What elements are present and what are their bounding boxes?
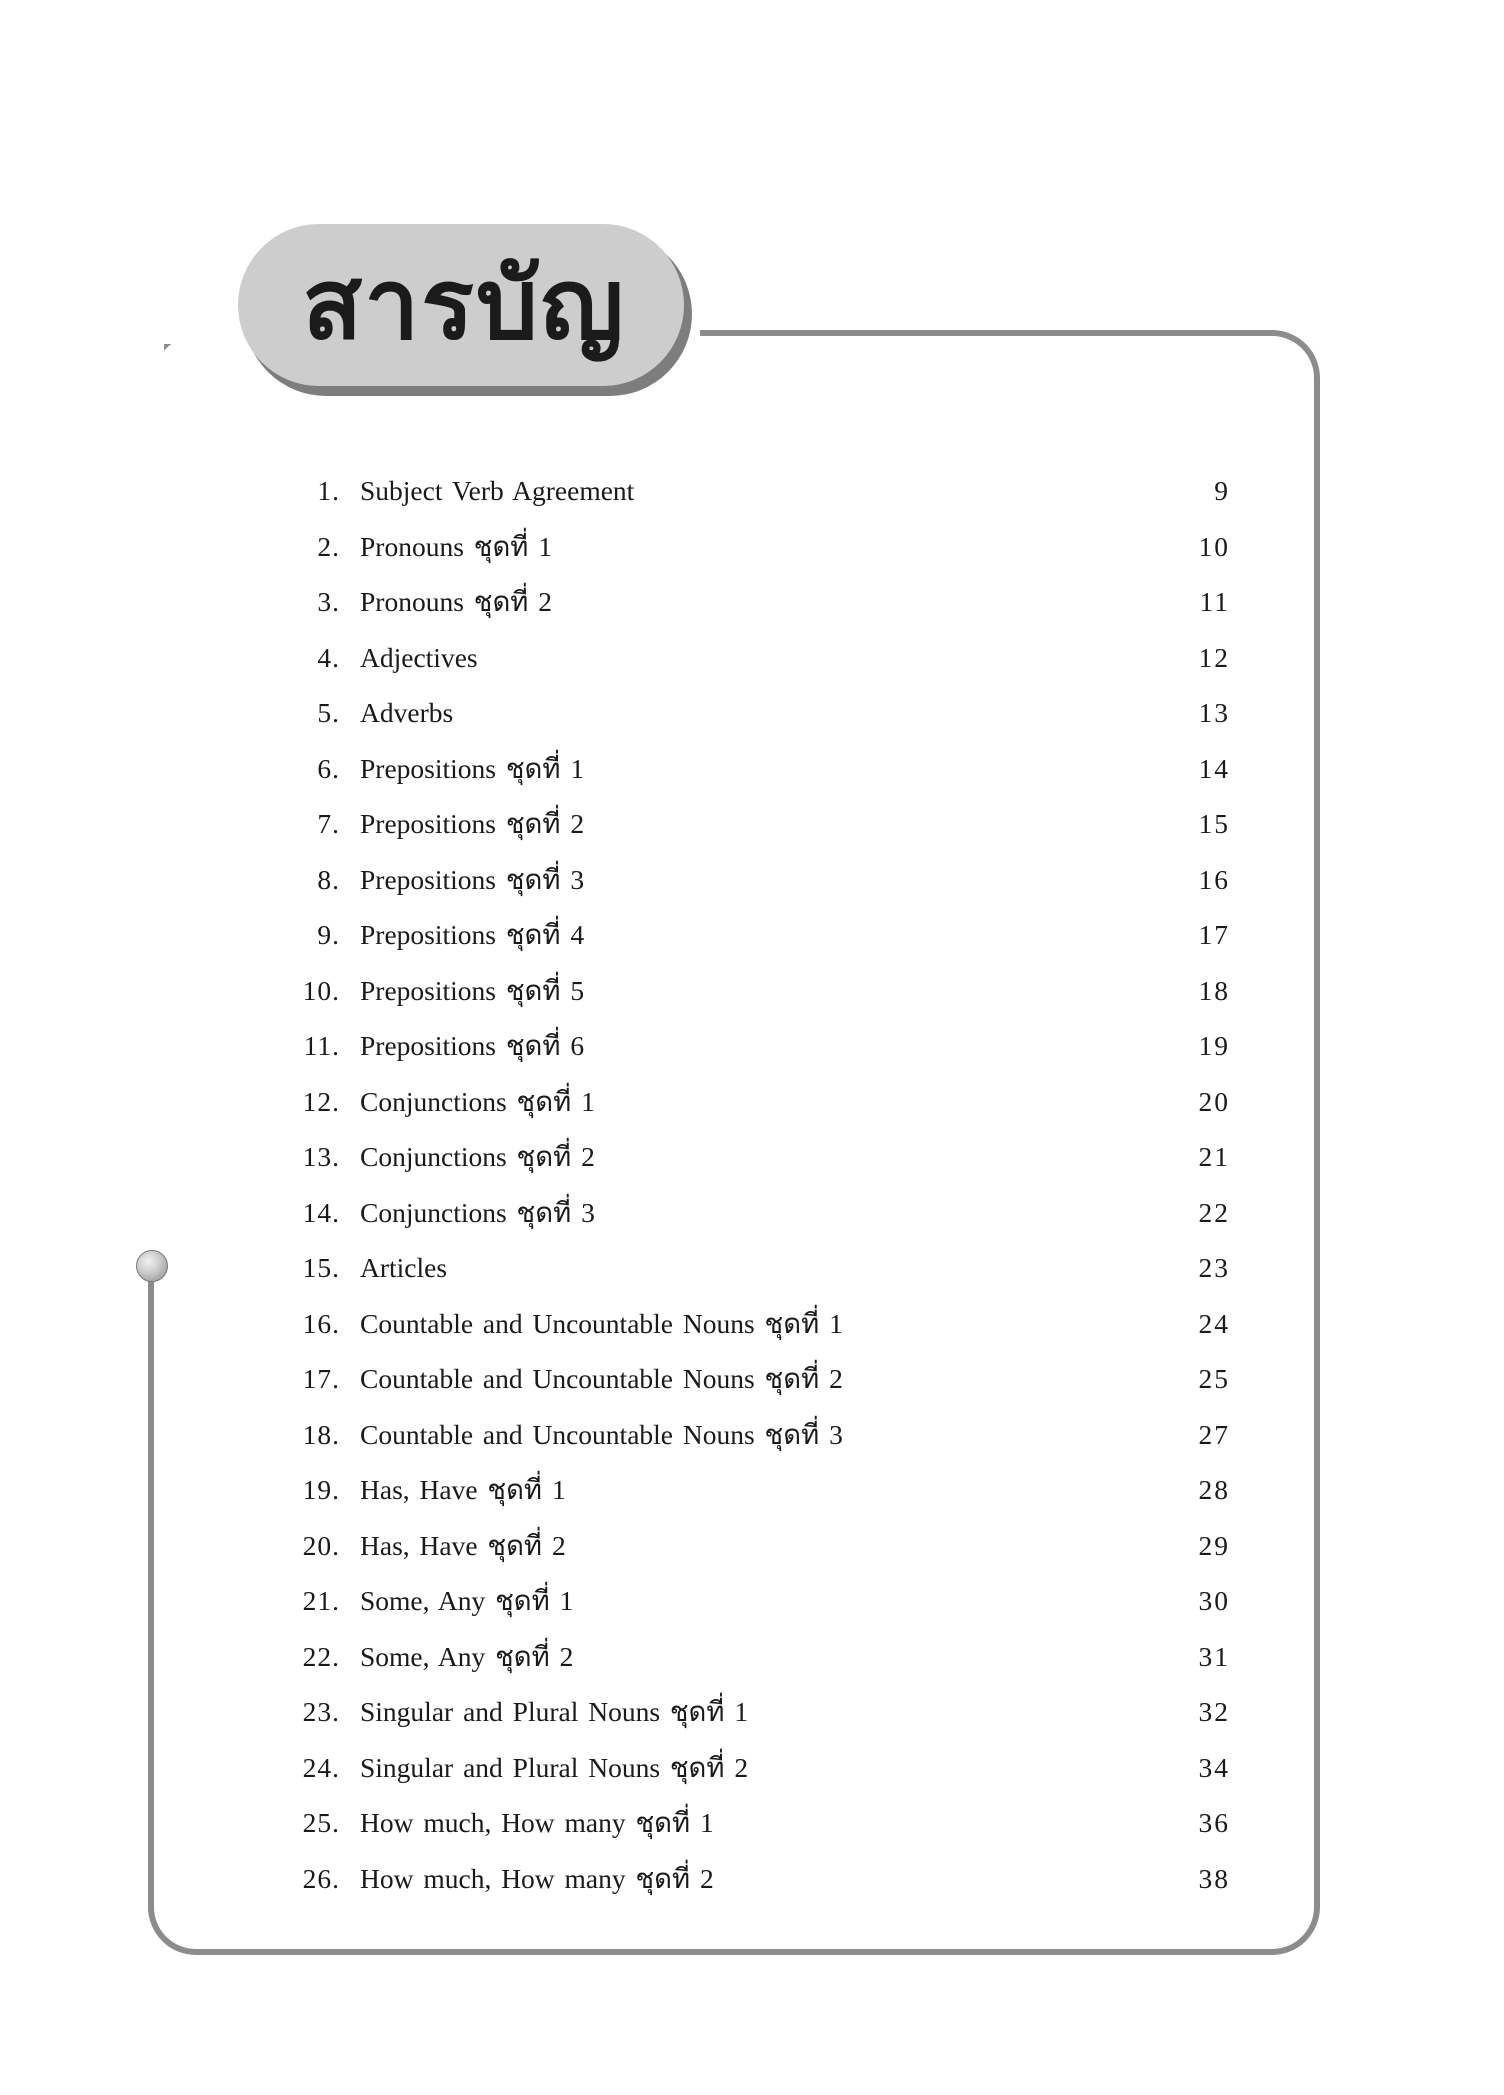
toc-item-title: Conjunctions ชุดที่ 1 xyxy=(360,1085,595,1117)
toc-item-title: Prepositions ชุดที่ 2 xyxy=(360,808,585,839)
toc-item-title: Pronouns ชุดที่ 2 xyxy=(360,586,553,617)
toc-item[interactable] xyxy=(280,519,1230,575)
toc-item-number: 24. xyxy=(302,1751,340,1783)
toc-item-page: 32 xyxy=(1198,1696,1230,1727)
toc-item-page: 34 xyxy=(1198,1751,1230,1783)
toc-item-number: 7. xyxy=(317,808,340,839)
toc-item[interactable] xyxy=(280,574,1230,630)
toc-item-title: Subject Verb Agreement xyxy=(360,475,635,506)
toc-item-title: Prepositions ชุดที่ 6 xyxy=(360,1030,585,1061)
toc-item-page: 13 xyxy=(1198,697,1230,728)
toc-item-page: 15 xyxy=(1198,808,1230,839)
toc-item-page: 12 xyxy=(1198,641,1230,673)
toc-item-title: Conjunctions ชุดที่ 3 xyxy=(360,1196,595,1228)
toc-item[interactable] xyxy=(280,907,1230,963)
toc-item-page: 14 xyxy=(1198,752,1230,784)
toc-item-page: 27 xyxy=(1198,1418,1230,1450)
frame-gap-left xyxy=(140,320,164,1260)
toc-item-page: 22 xyxy=(1198,1196,1230,1228)
toc-item-page: 9 xyxy=(1214,475,1230,506)
toc-item-number: 18. xyxy=(302,1418,340,1450)
toc-item[interactable] xyxy=(280,1351,1230,1407)
toc-item-number: 10. xyxy=(302,974,340,1006)
toc-item-number: 2. xyxy=(317,530,340,562)
toc-item-number: 16. xyxy=(302,1307,340,1339)
toc-item[interactable] xyxy=(280,685,1230,741)
toc-item-page: 16 xyxy=(1198,863,1230,895)
toc-item-page: 21 xyxy=(1198,1141,1230,1172)
toc-item[interactable] xyxy=(280,1018,1230,1074)
toc-item[interactable] xyxy=(280,630,1230,686)
toc-item[interactable] xyxy=(280,1462,1230,1518)
toc-item-page: 20 xyxy=(1198,1085,1230,1117)
toc-item-page: 25 xyxy=(1198,1363,1230,1394)
toc-item[interactable] xyxy=(280,1185,1230,1241)
toc-item-number: 13. xyxy=(302,1141,340,1172)
toc-item[interactable] xyxy=(280,1240,1230,1296)
toc-item-title: Has, Have ชุดที่ 2 xyxy=(360,1529,566,1561)
toc-item-page: 23 xyxy=(1198,1252,1230,1283)
toc-item-number: 8. xyxy=(317,863,340,895)
toc-item-page: 24 xyxy=(1198,1307,1230,1339)
toc-item-title: How much, How many ชุดที่ 1 xyxy=(360,1807,714,1838)
toc-item-title: Articles xyxy=(360,1252,448,1283)
toc-item-number: 6. xyxy=(317,752,340,784)
toc-item-page: 11 xyxy=(1199,586,1230,617)
toc-item[interactable] xyxy=(280,1296,1230,1352)
toc-item-number: 17. xyxy=(302,1363,340,1394)
toc-item-page: 10 xyxy=(1198,530,1230,562)
toc-list xyxy=(280,463,1230,1906)
toc-item-number: 19. xyxy=(302,1474,340,1505)
toc-item-page: 17 xyxy=(1198,919,1230,950)
toc-item-title: Countable and Uncountable Nouns ชุดที่ 2 xyxy=(360,1363,843,1394)
toc-item-number: 5. xyxy=(317,697,340,728)
toc-item-number: 21. xyxy=(302,1585,340,1616)
toc-item-number: 14. xyxy=(302,1196,340,1228)
toc-item-number: 9. xyxy=(317,919,340,950)
toc-item[interactable] xyxy=(280,1684,1230,1740)
toc-item-page: 28 xyxy=(1198,1474,1230,1505)
toc-item-title: Prepositions ชุดที่ 4 xyxy=(360,919,585,950)
toc-item-title: Conjunctions ชุดที่ 2 xyxy=(360,1141,595,1172)
toc-item[interactable] xyxy=(280,963,1230,1019)
toc-item[interactable] xyxy=(280,1740,1230,1796)
frame-knob-icon xyxy=(136,1250,168,1282)
toc-item-number: 12. xyxy=(302,1085,340,1117)
toc-item[interactable] xyxy=(280,1629,1230,1685)
toc-item-page: 30 xyxy=(1198,1585,1230,1616)
toc-item-title: Has, Have ชุดที่ 1 xyxy=(360,1474,566,1505)
toc-item-number: 1. xyxy=(317,475,340,506)
toc-item-page: 31 xyxy=(1198,1640,1230,1672)
toc-item[interactable] xyxy=(280,1407,1230,1463)
toc-item-title: Some, Any ชุดที่ 1 xyxy=(360,1585,574,1616)
toc-item-title: Adjectives xyxy=(360,641,478,673)
toc-item-title: Adverbs xyxy=(360,697,454,728)
toc-item-number: 3. xyxy=(317,586,340,617)
toc-item-title: Some, Any ชุดที่ 2 xyxy=(360,1640,574,1672)
toc-item[interactable] xyxy=(280,1074,1230,1130)
toc-item[interactable] xyxy=(280,1851,1230,1907)
toc-item[interactable] xyxy=(280,1129,1230,1185)
toc-item-title: Prepositions ชุดที่ 1 xyxy=(360,752,585,784)
page-title: สารบัญ xyxy=(302,248,626,362)
toc-item[interactable] xyxy=(280,741,1230,797)
toc-item-page: 36 xyxy=(1198,1807,1230,1838)
toc-item-number: 15. xyxy=(302,1252,340,1283)
toc-item[interactable] xyxy=(280,463,1230,519)
toc-item-page: 29 xyxy=(1198,1529,1230,1561)
toc-item[interactable] xyxy=(280,1518,1230,1574)
toc-item-page: 19 xyxy=(1198,1030,1230,1061)
toc-item-number: 11. xyxy=(303,1030,340,1061)
toc-item[interactable] xyxy=(280,852,1230,908)
toc-item-title: How much, How many ชุดที่ 2 xyxy=(360,1862,714,1894)
toc-item[interactable] xyxy=(280,1795,1230,1851)
toc-item-title: Prepositions ชุดที่ 5 xyxy=(360,974,585,1006)
toc-item-number: 4. xyxy=(317,641,340,673)
toc-item-number: 20. xyxy=(302,1529,340,1561)
toc-item-number: 22. xyxy=(302,1640,340,1672)
toc-item-page: 18 xyxy=(1198,974,1230,1006)
toc-item-title: Singular and Plural Nouns ชุดที่ 1 xyxy=(360,1696,749,1727)
toc-item-title: Prepositions ชุดที่ 3 xyxy=(360,863,585,895)
toc-item-title: Singular and Plural Nouns ชุดที่ 2 xyxy=(360,1751,749,1783)
toc-item-title: Countable and Uncountable Nouns ชุดที่ 1 xyxy=(360,1307,843,1339)
toc-item-title: Pronouns ชุดที่ 1 xyxy=(360,530,553,562)
title-pill xyxy=(238,224,684,386)
toc-item[interactable] xyxy=(280,1573,1230,1629)
toc-item-title: Countable and Uncountable Nouns ชุดที่ 3 xyxy=(360,1418,843,1450)
toc-item-number: 26. xyxy=(302,1862,340,1894)
toc-item-page: 38 xyxy=(1198,1862,1230,1894)
toc-item-number: 23. xyxy=(302,1696,340,1727)
toc-item-number: 25. xyxy=(302,1807,340,1838)
toc-item[interactable] xyxy=(280,796,1230,852)
